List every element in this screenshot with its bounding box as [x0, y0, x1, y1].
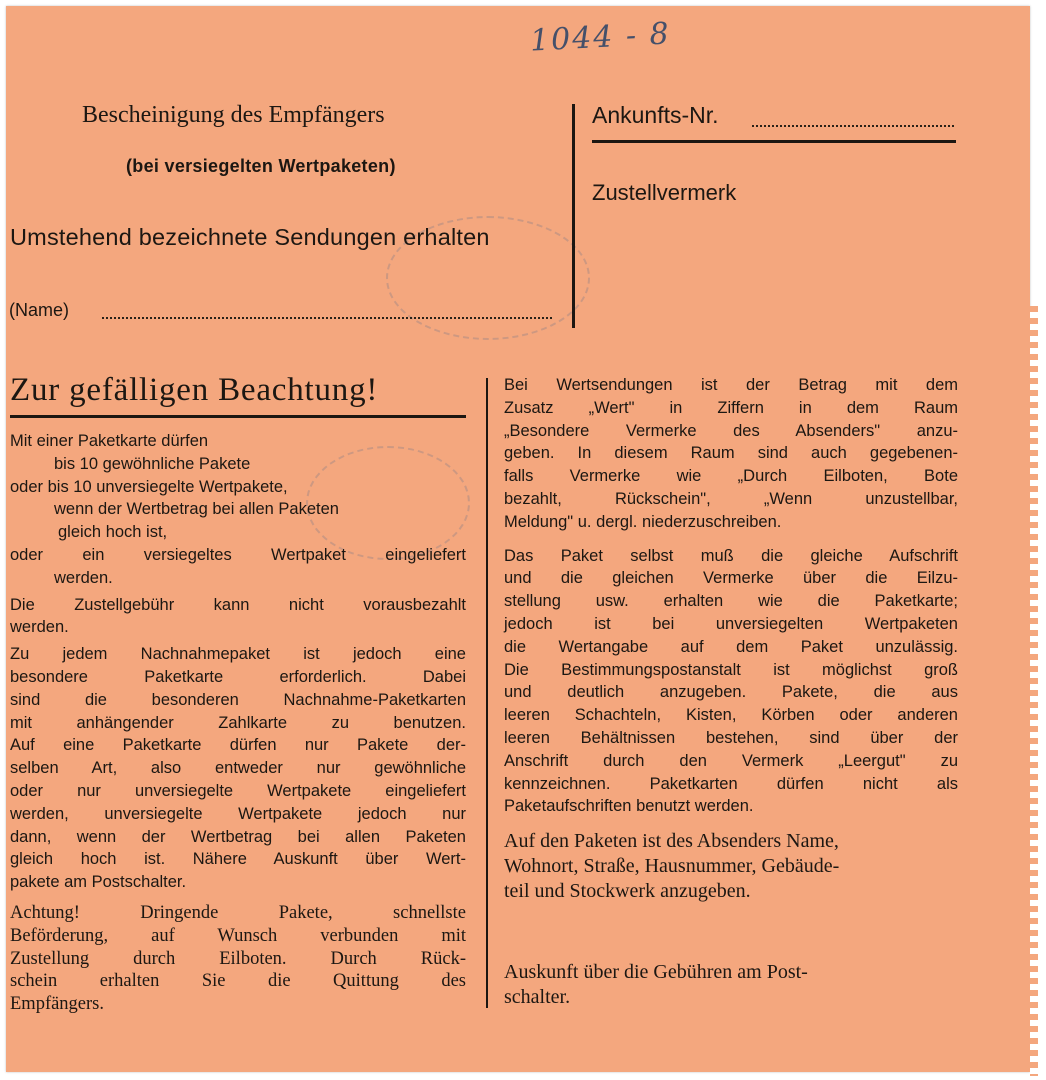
- notice-line: die Wertangabe auf dem Paket unzulässig.: [504, 637, 958, 656]
- notice-line: selben Art, also entweder nur gewöhnliche: [10, 759, 466, 778]
- notice-line: Zustellung durch Eilboten. Durch Rück-: [10, 948, 466, 969]
- notice-line: besondere Paketkarte erforderlich. Dabei: [10, 667, 466, 686]
- delivery-note-label: Zustellvermerk: [592, 180, 737, 205]
- notice-line: werden.: [10, 618, 69, 637]
- notice-line: oder bis 10 unversiegelte Wertpakete,: [10, 477, 288, 496]
- notice-line: Zu jedem Nachnahmepaket ist jedoch eine: [10, 645, 466, 664]
- recipient-certificate-title: Bescheinigung des Empfängers: [82, 102, 385, 128]
- notice-line: leeren Schachteln, Kisten, Körben oder anderen: [504, 706, 958, 725]
- notice-line: Paketaufschriften benutzt werden.: [504, 797, 754, 816]
- notice-line: Achtung! Dringende Pakete, schnellste: [10, 902, 466, 923]
- perforated-edge: [1030, 306, 1038, 1076]
- notice-line: Meldung" u. dergl. niederzuschreiben.: [504, 512, 782, 531]
- arrival-rule: [592, 140, 956, 143]
- notice-line: Die Zustellgebühr kann nicht vorausbezahlt: [10, 595, 466, 614]
- notice-line: Das Paket selbst muß die gleiche Aufschrift: [504, 546, 958, 565]
- notice-line: falls Vermerke wie „Durch Eilboten, Bote: [504, 467, 958, 486]
- parcel-card: [6, 6, 1030, 1072]
- notice-line: bis 10 gewöhnliche Pakete: [54, 454, 251, 473]
- notice-line: jedoch ist bei unversiegelten Wertpaketen: [504, 614, 958, 633]
- notice-line: teil und Stockwerk anzugeben.: [504, 880, 751, 903]
- notice-line: pakete am Postschalter.: [10, 873, 187, 892]
- notice-line: oder ein versiegeltes Wertpaket eingeliefert: [10, 545, 466, 564]
- notice-line: Bei Wertsendungen ist der Betrag mit dem: [504, 376, 958, 394]
- notice-line: schalter.: [504, 986, 571, 1009]
- notice-line: werden, unversiegelte Wertpakete jedoch nur: [10, 804, 466, 823]
- notice-line: bezahlt, Rückschein", „Wenn unzustellbar,: [504, 489, 958, 508]
- handwritten-note: 1044 - 8: [529, 16, 672, 59]
- notice-line: sind die besonderen Nachnahme-Paketkarten: [10, 690, 466, 709]
- notice-line: schein erhalten Sie die Quittung des: [10, 971, 466, 992]
- notice-line: Auf den Paketen ist des Absenders Name,: [504, 830, 839, 853]
- notice-line: stellung usw. erhalten wie die Paketkarte;: [504, 592, 958, 611]
- notice-line: Anschrift durch den Vermerk „Leergut" zu: [504, 751, 958, 770]
- notice-line: und deutlich anzugeben. Pakete, die aus: [504, 683, 958, 702]
- arrival-number-line: [752, 125, 954, 127]
- notice-left-column: [10, 430, 466, 1016]
- notice-line: Auf eine Paketkarte dürfen nur Pakete der-: [10, 736, 466, 755]
- notice-line: leeren Behältnissen bestehen, sind über der: [504, 728, 958, 747]
- notice-line: geben. In diesem Raum sind auch gegebenen-: [504, 444, 958, 463]
- header-divider: [572, 104, 575, 328]
- notice-line: „Besondere Vermerke des Absenders" anzu-: [504, 421, 958, 440]
- notice-line: Zusatz „Wert" in Ziffern in dem Raum: [504, 398, 958, 417]
- notice-line: dann, wenn der Wertbetrag bei allen Paketen: [10, 827, 466, 846]
- column-divider: [486, 378, 488, 1008]
- notice-line: kennzeichnen. Paketkarten dürfen nicht als: [504, 774, 958, 793]
- notice-line: mit anhängender Zahlkarte zu benutzen.: [10, 713, 466, 732]
- notice-line: werden.: [54, 568, 113, 587]
- notice-heading-rule: [10, 415, 466, 418]
- notice-line: Wohnort, Straße, Hausnummer, Gebäude-: [504, 855, 840, 878]
- recipient-certificate-subtitle: (bei versiegelten Wertpaketen): [126, 156, 396, 176]
- notice-line: Die Bestimmungspostanstalt ist möglichst groß: [504, 660, 958, 679]
- name-signature-line: [102, 317, 552, 319]
- notice-line: wenn der Wertbetrag bei allen Paketen: [54, 500, 339, 519]
- received-statement: Umstehend bezeichnete Sendungen erhalten: [10, 224, 490, 250]
- arrival-number-label: Ankunfts-Nr.: [592, 102, 719, 128]
- notice-heading: Zur gefälligen Beachtung!: [10, 372, 379, 408]
- notice-line: Auskunft über die Gebühren am Post-: [504, 961, 808, 984]
- name-label: (Name): [9, 300, 70, 320]
- notice-line: gleich hoch ist,: [58, 523, 168, 542]
- notice-line: gleich hoch ist. Nähere Auskunft über Wert-: [10, 850, 466, 869]
- notice-right-column: [504, 374, 958, 1010]
- notice-line: und die gleichen Vermerke über die Eilzu-: [504, 569, 958, 588]
- notice-line: Beförderung, auf Wunsch verbunden mit: [10, 925, 466, 946]
- notice-line: oder nur unversiegelte Wertpakete eingeliefert: [10, 781, 466, 800]
- notice-line: Mit einer Paketkarte dürfen: [10, 432, 209, 450]
- notice-line: Empfängers.: [10, 994, 105, 1015]
